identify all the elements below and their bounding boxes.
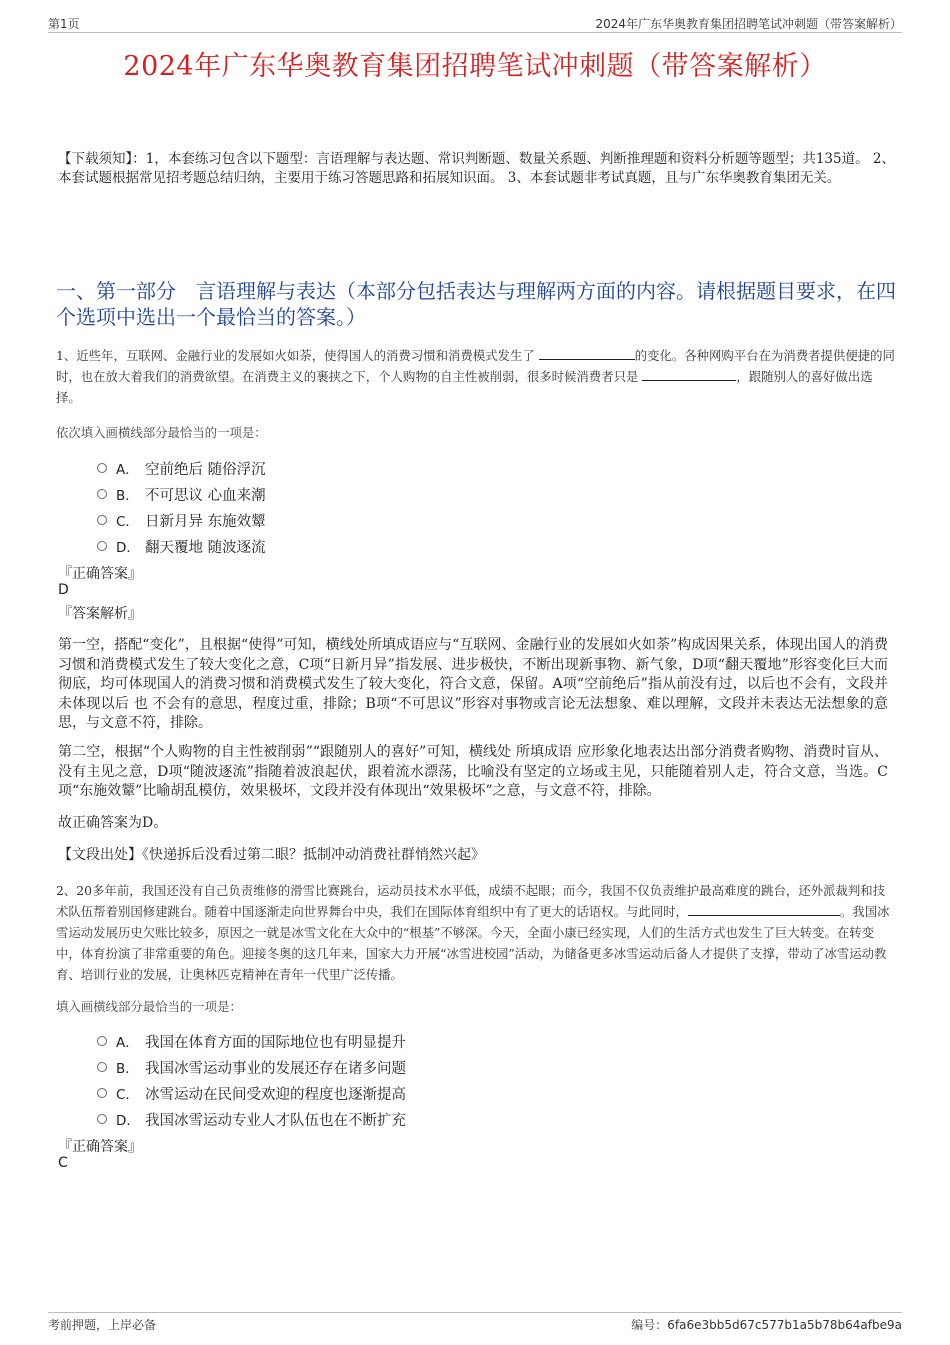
header-doc-title: 2024年广东华奥教育集团招聘笔试冲刺题（带答案解析）	[595, 17, 902, 31]
radio-icon[interactable]	[97, 1088, 107, 1098]
q2-option-a[interactable]: A． 我国在体育方面的国际地位也有明显提升	[97, 1028, 406, 1054]
radio-icon[interactable]	[97, 515, 107, 525]
download-notice: 【下载须知】：1，本套练习包含以下题型：言语理解与表达题、常识判断题、数量关系题、判断推理题和资料分析题等题型；共135道。 2、本套试题根据常见招考题总结归纳，主要用于练习答题思路和拓展知识面。 3、本套试题非考试真题，且与广东华奥教育集团无关。	[58, 151, 895, 186]
footer-code-label: 编号：	[631, 1318, 668, 1332]
page-footer	[48, 1312, 902, 1332]
question-2-options	[97, 1028, 406, 1132]
question-1-prompt: 依次填入画横线部分最恰当的一项是：	[56, 425, 267, 440]
q1-blank-2	[642, 367, 736, 381]
q1-answer: D	[58, 582, 69, 598]
q1-source: 【文段出处】《快递拆后没看过第二眼？抵制冲动消费社群悄然兴起》	[58, 847, 485, 863]
q1-option-b[interactable]: B． 不可思议 心血来潮	[97, 481, 266, 507]
footer-slogan: 考前押题，上岸必备	[48, 1318, 157, 1332]
footer-code-value: 6fa6e3bb5d67c577b1a5b78b64afbe9a	[667, 1318, 902, 1332]
q2-option-c[interactable]: C． 冰雪运动在民间受欢迎的程度也逐渐提高	[97, 1080, 406, 1106]
page-number: 第1页	[48, 17, 80, 31]
radio-icon[interactable]	[97, 489, 107, 499]
q1-option-c[interactable]: C． 日新月异 东施效颦	[97, 507, 266, 533]
q2-text-b: 。我国冰雪运动发展历史欠账比较多，原因之一就是冰雪文化在大众中的“根基”不够深。今天，全面小康已经实现，人们的生活方式也发生了巨大转变。在转变中，体育扮演了非常重要的角色。迎接冬奥的这几年来，国家大力开展“冰雪进校园”活动，为储备更多冰雪运动后备人才提供了支撑，带动了冰雪运动教育、培训行业的发展，让奥林匹克精神在青年一代里广泛传播。	[56, 904, 890, 982]
q2-blank	[688, 902, 840, 916]
radio-icon[interactable]	[97, 463, 107, 473]
page-header	[48, 13, 902, 33]
q1-text-a: 1、近些年，互联网、金融行业的发展如火如荼，使得国人的消费习惯和消费模式发生了	[56, 348, 535, 363]
q2-answer: C	[58, 1155, 68, 1171]
question-2-prompt: 填入画横线部分最恰当的一项是：	[56, 999, 242, 1014]
radio-icon[interactable]	[97, 1114, 107, 1124]
q1-text-b: 的变化。各种网购平台在为消费者提供便捷的同时，也在放大着我们的消费欲望。在消费主义的裹挟之下，个人购物的自主性被削弱，很多时候消费者只是	[56, 348, 895, 384]
question-1-stem	[56, 345, 896, 408]
q2-text-a: 2、20多年前，我国还没有自己负责维修的滑雪比赛跳台，运动员技术水平低，成绩不起眼；而今，我国不仅负责维护最高难度的跳台，还外派裁判和技术队伍帮着别国修建跳台。随着中国逐渐走向世界舞台中央，我们在国际体育组织中有了更大的话语权。与此同时，	[56, 883, 886, 919]
radio-icon[interactable]	[97, 541, 107, 551]
q1-text-c: ，跟随别人的喜好做出选择。	[56, 369, 873, 405]
document-title: 2024年广东华奥教育集团招聘笔试冲刺题（带答案解析）	[123, 51, 827, 82]
q1-analysis-conclusion: 故正确答案为D。	[58, 815, 168, 831]
q1-analysis-paragraph-2: 第二空，根据“个人购物的自主性被削弱”“跟随别人的喜好”可知，横线处 所填成语 应形象化地表达出部分消费者购物、消费时盲从、没有主见之意，D项“随波逐流”指随着波浪起伏，跟着流水漂荡，比喻没有坚定的立场或主见，只能随着别人走，符合文意，当选。C项“东施效颦”比喻胡乱模仿，效果极坏，文段并没有体现出“效果极坏”之意，与文意不符，排除。	[58, 744, 888, 799]
footer-code	[631, 1316, 902, 1333]
q2-answer-label: 『正确答案』	[58, 1139, 142, 1155]
q1-analysis-label: 『答案解析』	[58, 606, 142, 622]
radio-icon[interactable]	[97, 1062, 107, 1072]
q1-answer-label: 『正确答案』	[58, 566, 142, 582]
q2-option-d[interactable]: D． 我国冰雪运动专业人才队伍也在不断扩充	[97, 1106, 406, 1132]
q1-option-d[interactable]: D． 翻天覆地 随波逐流	[97, 533, 266, 559]
question-2-stem	[56, 880, 896, 985]
q1-option-a[interactable]: A． 空前绝后 随俗浮沉	[97, 455, 266, 481]
q1-blank-1	[539, 346, 635, 360]
q1-analysis-paragraph-1: 第一空，搭配“变化”，且根据“使得”可知，横线处所填成语应与“互联网、金融行业的发展如火如荼”构成因果关系，体现出国人的消费习惯和消费模式发生了较大变化之意，C项“日新月异”指发展、进步极快，不断出现新事物、新气象，D项“翻天覆地”形容变化巨大而彻底，均可体现国人的消费习惯和消费模式发生了较大变化，符合文意，保留。A项“空前绝后”指从前没有过，以后也不会有，文段并未体现以后 也 不会有的意思，程度过重，排除；B项“不可思议”形容对事物或言论无法想象、难以理解，文段并未表达无法想象的意思，与文意不符，排除。	[58, 637, 888, 731]
radio-icon[interactable]	[97, 1036, 107, 1046]
section-title: 一、第一部分 言语理解与表达（本部分包括表达与理解两方面的内容。请根据题目要求，在四个选项中选出一个最恰当的答案。）	[56, 279, 896, 329]
question-1-options	[97, 455, 266, 559]
q2-option-b[interactable]: B． 我国冰雪运动事业的发展还存在诸多问题	[97, 1054, 406, 1080]
